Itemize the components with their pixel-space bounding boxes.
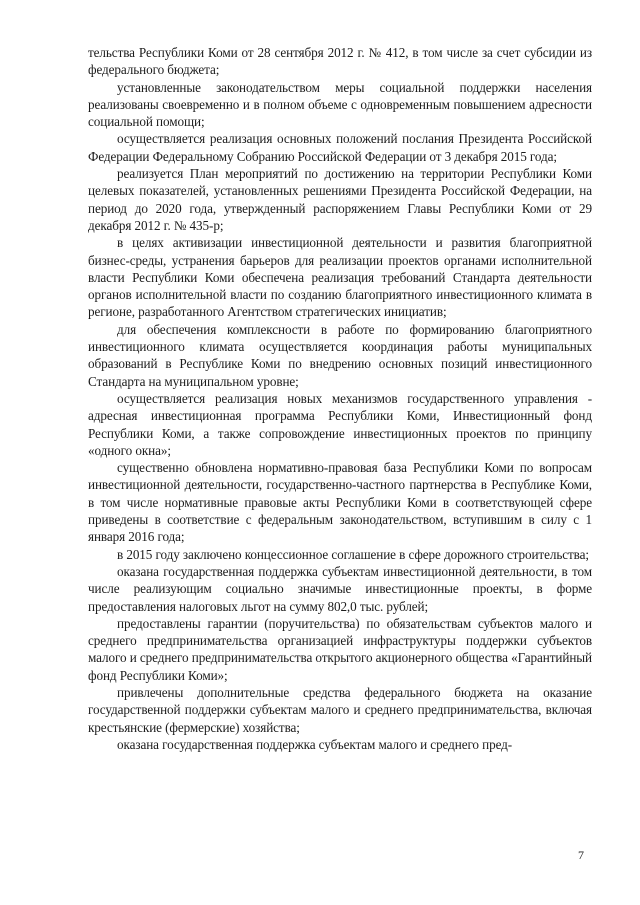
paragraph: оказана государственная поддержка субъектам малого и среднего пред- (117, 736, 513, 752)
paragraph: в 2015 году заключено концессионное соглашение в сфере дорожного строительства; (117, 546, 589, 562)
paragraph: в целях активизации инвестиционной деятельности и развития благоприятной бизнес-среды, устранения барьеров для реализации проектов органами исполнительной власти Республики Коми обеспечена реализация требований Стандарта деятельности органов исполнительной власти по созданию благоприятного инвестиционного климата в регионе, разработанного Агентством стратегических инициатив; (88, 235, 592, 320)
paragraph: привлечены дополнительные средства федерального бюджета на оказание государственной поддержки субъектам малого и среднего предпринимательства, включая крестьянские (фермерские) хозяйства; (88, 684, 592, 735)
document-body (88, 44, 592, 753)
paragraph: предоставлены гарантии (поручительства) по обязательствам субъектов малого и среднего предпринимательства организацией инфраструктуры поддержки субъектов малого и среднего предпринимательства открытого акционерного общества «Гарантийный фонд Республики Коми»; (88, 615, 592, 683)
paragraph: существенно обновлена нормативно-правовая база Республики Коми по вопросам инвестиционной деятельности, государственно-частного партнерства в Республике Коми, в том числе нормативные правовые акты Республики Коми в соответствующей сфере приведены в соответствие с федеральным законодательством, вступившим в силу с 1 января 2016 года; (88, 460, 592, 545)
page-number: 7 (578, 848, 584, 862)
paragraph: осуществляется реализация новых механизмов государственного управления - адресная инвестиционная программа Республики Коми, Инвестиционный фонд Республики Коми, а также сопровождение инвестиционных проектов по принципу «одного окна»; (88, 390, 592, 458)
paragraph: установленные законодательством меры социальной поддержки населения реализованы своевременно и в полном объеме с одновременным повышением адресности социальной помощи; (88, 79, 592, 130)
paragraph: осуществляется реализация основных положений послания Президента Российской Федерации Федеральному Собранию Российской Федерации от 3 декабря 2015 года; (88, 131, 592, 164)
paragraph: тельства Республики Коми от 28 сентября 2012 г. № 412, в том числе за счет субсидии из федерального бюджета; (88, 45, 592, 78)
paragraph: для обеспечения комплексности в работе по формированию благоприятного инвестиционного климата осуществляется координация работы муниципальных образований в Республике Коми по внедрению основных позиций инвестиционного Стандарта на муниципальном уровне; (88, 321, 592, 389)
paragraph: реализуется План мероприятий по достижению на территории Республики Коми целевых показателей, установленных решениями Президента Российской Федерации, на период до 2020 года, утвержденный распоряжением Главы Республики Коми от 29 декабря 2012 г. № 435-р; (88, 166, 592, 233)
paragraph: оказана государственная поддержка субъектам инвестиционной деятельности, в том числе реализующим социально значимые инвестиционные проекты, в форме предоставления налоговых льгот на сумму 802,0 тыс. рублей; (88, 563, 592, 614)
